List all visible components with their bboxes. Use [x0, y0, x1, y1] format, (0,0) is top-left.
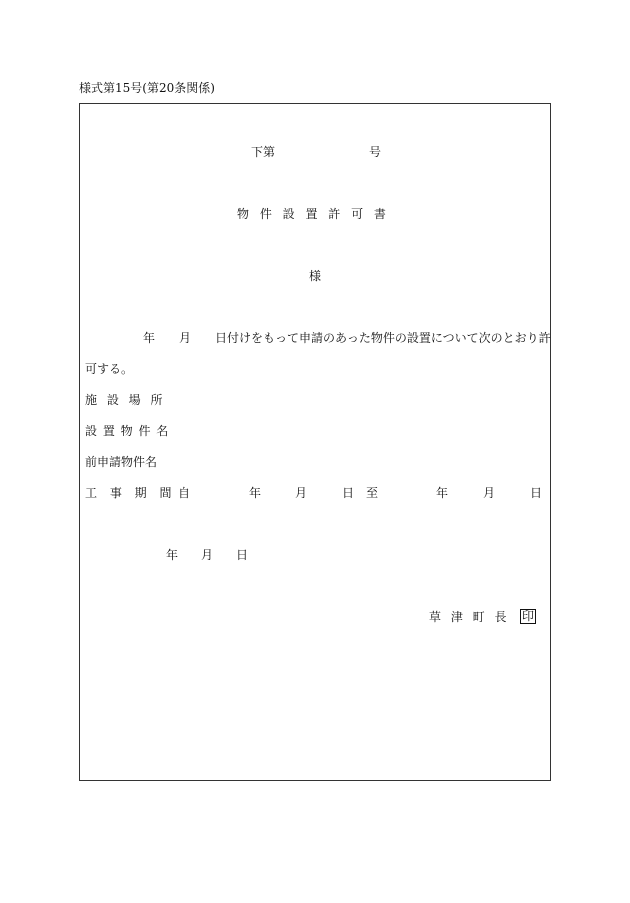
form-number-heading: 様式第15号(第20条関係): [79, 81, 215, 95]
signatory-title: 草 津 町 長: [429, 610, 507, 624]
period-end-month: 月: [483, 486, 496, 500]
period-start-day: 日: [342, 486, 355, 500]
issue-date-year: 年: [166, 548, 179, 562]
permit-form-frame: [79, 103, 551, 781]
issue-date-day: 日: [236, 548, 249, 562]
period-start-year: 年: [249, 486, 262, 500]
period-to-label: 至: [366, 486, 379, 500]
seal-mark: [520, 609, 536, 624]
period-label: 工 事 期 間: [85, 486, 172, 500]
body-text-line1: 日付けをもって申請のあった物件の設置について次のとおり許: [215, 331, 551, 345]
period-start-month: 月: [295, 486, 308, 500]
period-end-year: 年: [436, 486, 449, 500]
previous-application-label: 前申請物件名: [85, 455, 158, 469]
seal-label: 印: [522, 609, 535, 623]
issue-date-month: 月: [201, 548, 214, 562]
document-number-prefix: 下第: [251, 145, 276, 159]
location-label: 施 設 場 所: [85, 393, 163, 407]
addressee-suffix: 様: [309, 269, 322, 283]
document-number-suffix: 号: [369, 145, 382, 159]
body-month-label: 月: [179, 331, 192, 345]
body-year-label: 年: [143, 331, 156, 345]
period-end-day: 日: [530, 486, 543, 500]
body-text-line2: 可する。: [85, 362, 134, 376]
document-title: 物 件 設 置 許 可 書: [237, 207, 386, 221]
object-name-label: 設 置 物 件 名: [85, 424, 169, 438]
period-from-label: 自: [178, 486, 191, 500]
